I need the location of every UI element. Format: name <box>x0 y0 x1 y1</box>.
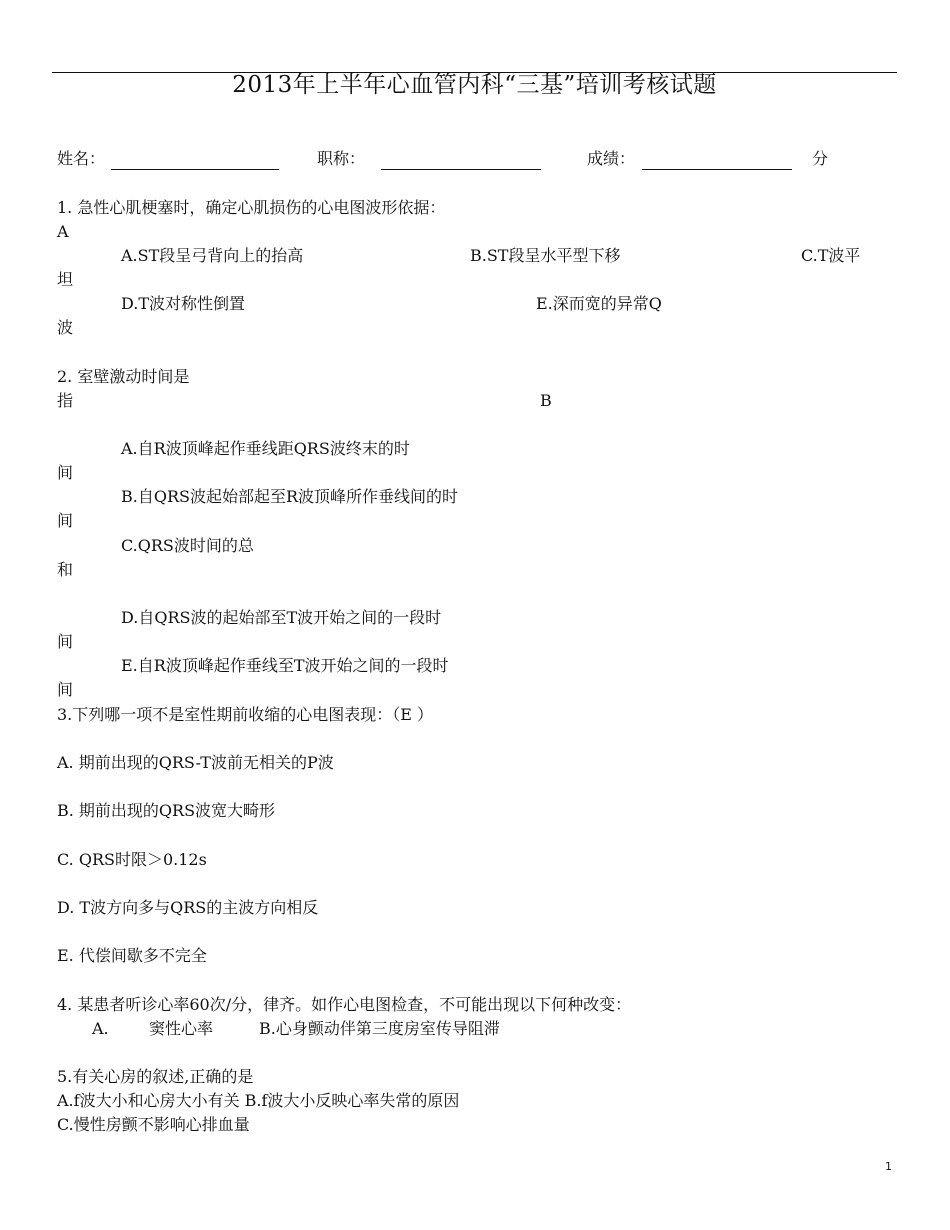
q2-option-e-wrap: 间 <box>57 680 74 699</box>
q1-option-c: C.T波平 <box>801 246 861 265</box>
q5-option-c: C.慢性房颤不影响心排血量 <box>57 1115 250 1134</box>
q2-stem-wrap: 指 <box>57 391 74 410</box>
q2-option-e: E.自R波顶峰起作垂线至T波开始之间的一段时 <box>121 656 449 675</box>
q1-answer: A <box>57 222 69 241</box>
q3-option-d: D. T波方向多与QRS的主波方向相反 <box>57 898 319 917</box>
q3-option-e: E. 代偿间歇多不完全 <box>57 946 207 965</box>
score-blank[interactable] <box>642 169 792 170</box>
q4-option-a: 窦性心率 <box>149 1019 214 1038</box>
q2-option-b-wrap: 间 <box>57 511 74 530</box>
q2-answer: B <box>540 391 552 410</box>
q3-option-c: C. QRS时限＞0.12s <box>57 850 207 869</box>
q5-stem: 5.有关心房的叙述,正确的是 <box>57 1067 254 1086</box>
q2-option-d: D.自QRS波的起始部至T波开始之间的一段时 <box>121 608 442 627</box>
page-number: 1 <box>885 1160 892 1173</box>
title-label: 职称： <box>317 149 366 168</box>
q2-option-c-wrap: 和 <box>57 560 74 579</box>
q2-option-c: C.QRS波时间的总 <box>121 536 254 555</box>
title-blank[interactable] <box>381 169 541 170</box>
score-label: 成绩： <box>587 149 636 168</box>
q1-option-e-wrap: 波 <box>57 318 74 337</box>
q2-stem: 2. 室壁激动时间是 <box>57 367 190 386</box>
q1-option-d: D.T波对称性倒置 <box>121 294 246 313</box>
q1-option-e: E.深而宽的异常Q <box>536 294 662 313</box>
q2-option-a: A.自R波顶峰起作垂线距QRS波终末的时 <box>121 439 410 458</box>
q2-option-d-wrap: 间 <box>57 632 74 651</box>
q3-stem: 3.下列哪一项不是室性期前收缩的心电图表现：（E ） <box>57 705 434 724</box>
q1-option-a: A.ST段呈弓背向上的抬高 <box>121 246 304 265</box>
name-label: 姓名： <box>57 149 106 168</box>
name-blank[interactable] <box>111 169 279 170</box>
q1-stem: 1. 急性心肌梗塞时，确定心肌损伤的心电图波形依据： <box>57 198 446 217</box>
q3-option-b: B. 期前出现的QRS波宽大畸形 <box>57 801 276 820</box>
score-unit: 分 <box>812 149 829 168</box>
page-title: 2013年上半年心血管内科“三基”培训考核试题 <box>232 72 717 98</box>
q2-option-a-wrap: 间 <box>57 463 74 482</box>
q4-option-b: B.心身颤动伴第三度房室传导阻滞 <box>259 1019 500 1038</box>
q3-option-a: A. 期前出现的QRS-T波前无相关的P波 <box>57 753 334 772</box>
q4-stem: 4. 某患者听诊心率60次/分，律齐。如作心电图检查，不可能出现以下何种改变： <box>57 995 632 1014</box>
q1-option-b: B.ST段呈水平型下移 <box>470 246 621 265</box>
q2-option-b: B.自QRS波起始部起至R波顶峰所作垂线间的时 <box>121 487 459 506</box>
q4-option-a-letter: A. <box>92 1019 109 1038</box>
q1-option-c-wrap: 坦 <box>57 270 74 289</box>
q5-options-ab: A.f波大小和心房大小有关 B.f波大小反映心率失常的原因 <box>57 1091 460 1110</box>
